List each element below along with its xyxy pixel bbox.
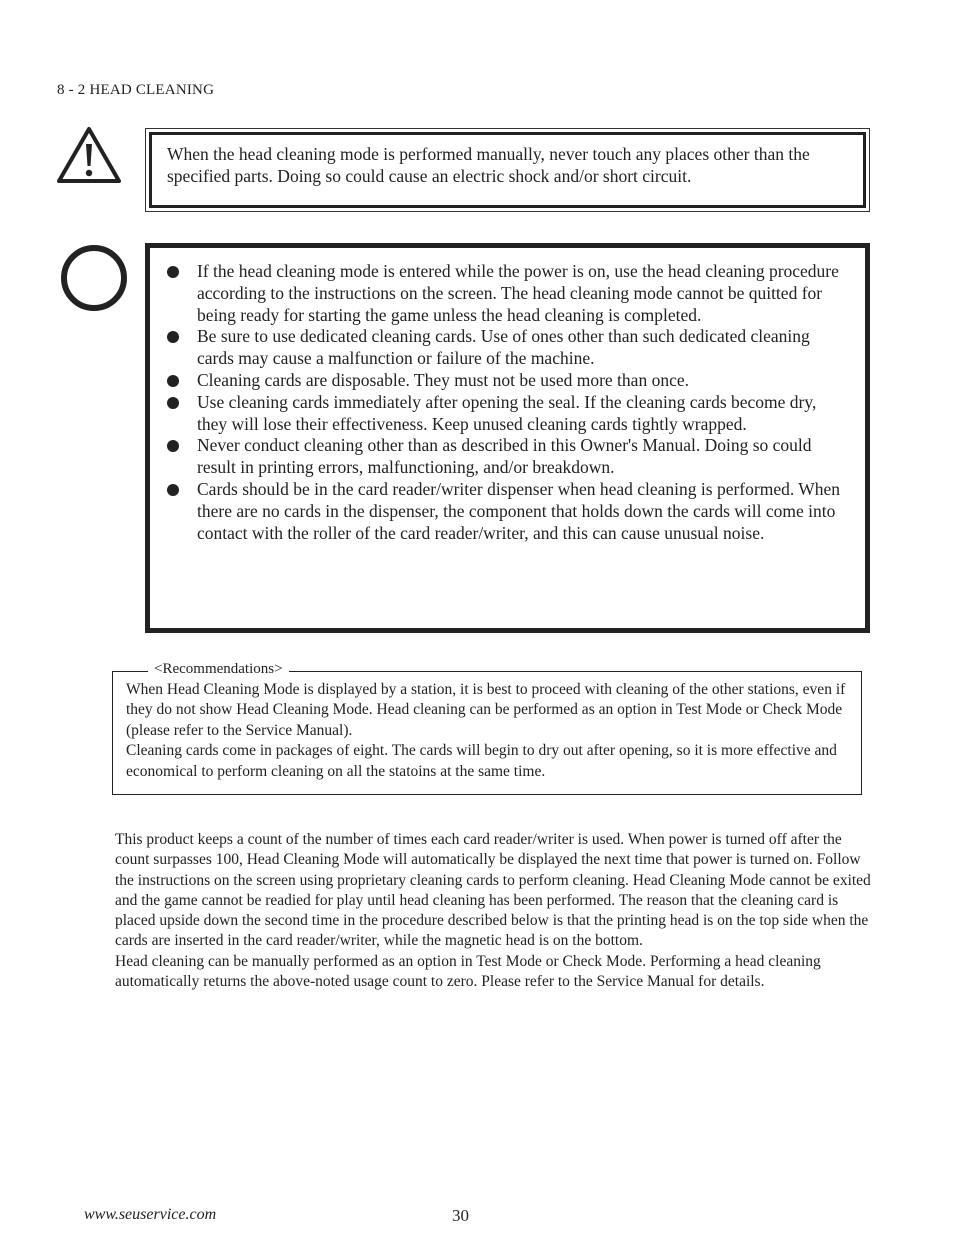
page-number: 30	[452, 1206, 469, 1225]
list-item-text: Cards should be in the card reader/writer dispenser when head cleaning is performed. When there are no cards in the dispenser, the component that holds down the cards will come into contact with the roller of the card reader/writer, and this can cause unusual noise.	[197, 478, 841, 543]
list-item	[166, 261, 846, 326]
body-paragraph: This product keeps a count of the number of times each card reader/writer is used. When power is turned off after the count surpasses 100, Head Cleaning Mode will automatically be displayed the next time that power is turned on. Follow the instructions on the screen using proprietary cleaning cards to perform cleaning. Head Cleaning Mode cannot be exited and the game cannot be readied for play until head cleaning has been performed. The reason that the cleaning card is placed upside down the second time in the procedure described below is that the printing head is on the top side when the cards are inserted in the card reader/writer, while the magnetic head is on the bottom.	[115, 831, 871, 950]
recommendations-paragraph: When Head Cleaning Mode is displayed by a station, it is best to proceed with cleaning of the other stations, even if they do not show Head Cleaning Mode. Head cleaning can be performed as an option in Test Mode or Check Mode (please refer to the Service Manual).	[126, 681, 846, 739]
bullet-icon	[167, 397, 179, 409]
list-item-text: Never conduct cleaning other than as described in this Owner's Manual. Doing so could result in printing errors, malfunctioning, and/or breakdown.	[197, 435, 812, 478]
list-item	[166, 435, 846, 479]
list-item	[166, 392, 846, 436]
footer-url: www.seuservice.com	[84, 1206, 217, 1223]
bullet-icon	[167, 440, 179, 452]
body-paragraph: Head cleaning can be manually performed as an option in Test Mode or Check Mode. Performing a head cleaning automatically returns the above-noted usage count to zero. Please refer to the Service Manual for details.	[115, 952, 821, 991]
body-text	[115, 830, 875, 992]
list-item-text: Be sure to use dedicated cleaning cards. Use of ones other than such dedicated cleaning cards may cause a malfunction or failure of the machine.	[197, 326, 810, 369]
section-title: 8 - 2 HEAD CLEANING	[57, 82, 215, 98]
recommendations-label: <Recommendations>	[148, 660, 289, 678]
bullet-icon	[167, 266, 179, 278]
list-item-text: If the head cleaning mode is entered while the power is on, use the head cleaning procedure according to the instructions on the screen. The head cleaning mode cannot be quitted for being ready for starting the game unless the head cleaning is completed.	[197, 261, 839, 325]
caution-list	[166, 261, 846, 544]
recommendations-paragraph: Cleaning cards come in packages of eight. The cards will begin to dry out after opening, so it is more effective and economical to perform cleaning on all the statoins at the same time.	[126, 742, 837, 780]
circle-icon	[60, 244, 128, 312]
recommendations-text	[126, 680, 846, 782]
list-item	[166, 326, 846, 370]
bullet-icon	[167, 484, 179, 496]
list-item	[166, 370, 846, 392]
bullet-icon	[167, 375, 179, 387]
bullet-icon	[167, 331, 179, 343]
list-item-text: Use cleaning cards immediately after opening the seal. If the cleaning cards become dry, they will lose their effectiveness. Keep unused cleaning cards tightly wrapped.	[197, 391, 817, 434]
warning-text: When the head cleaning mode is performed manually, never touch any places other than the specified parts. Doing so could cause an electric shock and/or short circuit.	[167, 144, 810, 186]
list-item-text: Cleaning cards are disposable. They must not be used more than once.	[197, 369, 689, 390]
list-item	[166, 479, 846, 544]
warning-triangle-icon	[56, 126, 122, 184]
